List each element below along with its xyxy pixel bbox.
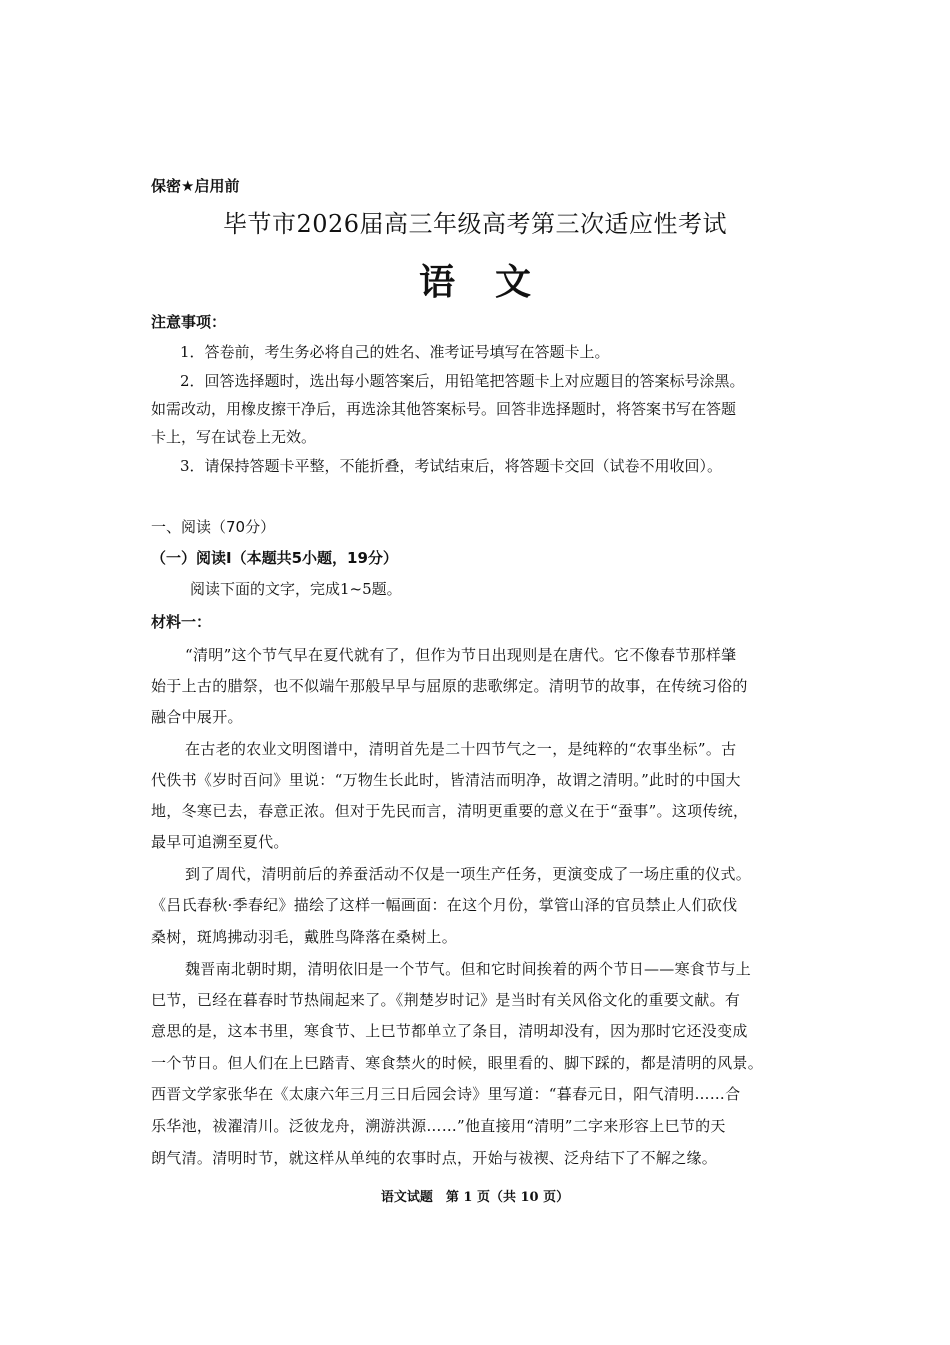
passage-line: “清明”这个节气早在夏代就有了，但作为节日出现则是在唐代。它不像春节那样肇 <box>185 646 737 664</box>
passage-line: 一个节日。但人们在上巳踏青、寒食禁火的时候，眼里看的、脚下踩的，都是清明的风景。 <box>151 1054 764 1072</box>
passage-line: 乐华池，祓濯清川。泛彼龙舟，溯游洪源……”他直接用“清明”二字来形容上巳节的天 <box>151 1117 726 1135</box>
subsection-title: （一）阅读Ⅰ（本题共5小题，19分） <box>151 549 398 567</box>
passage-line: 在古老的农业文明图谱中，清明首先是二十四节气之一，是纯粹的“农事坐标”。古 <box>185 740 737 758</box>
section-title: 一、阅读（70分） <box>151 518 276 536</box>
passage-line: 融合中展开。 <box>151 708 243 726</box>
passage-line: 西晋文学家张华在《太康六年三月三日后园会诗》里写道：“暮春元日，阳气清明……合 <box>151 1085 741 1103</box>
passage-line: 巳节，已经在暮春时节热闹起来了。《荆楚岁时记》是当时有关风俗文化的重要文献。有 <box>151 991 741 1009</box>
notice-line: 3．请保持答题卡平整，不能折叠，考试结束后，将答题卡交回（试卷不用收回）。 <box>180 457 723 475</box>
notice-line: 如需改动，用橡皮擦干净后，再选涂其他答案标号。回答非选择题时，将答案书写在答题 <box>151 400 737 418</box>
notice-line: 2．回答选择题时，选出每小题答案后，用铅笔把答题卡上对应题目的答案标号涂黑。 <box>180 372 745 390</box>
page-footer: 语文试题 第 1 页（共 10 页） <box>380 1190 570 1205</box>
passage-line: 地，冬寒已去，春意正浓。但对于先民而言，清明更重要的意义在于“蚕事”。这项传统， <box>151 802 749 820</box>
passage-line: 桑树，斑鸠拂动羽毛，戴胜鸟降落在桑树上。 <box>151 928 458 946</box>
notice-line: 1．答卷前，考生务必将自己的姓名、准考证号填写在答题卡上。 <box>180 343 610 361</box>
passage-line: 《吕氏春秋·季春纪》描绘了这样一幅画面：在这个月份，掌管山泽的官员禁止人们砍伐 <box>151 896 738 914</box>
material-label: 材料一： <box>151 613 212 631</box>
exam-title: 毕节市2026届高三年级高考第三次适应性考试 <box>222 210 728 238</box>
subject-title: 语文 <box>418 261 571 303</box>
notice-heading: 注意事项： <box>151 313 227 331</box>
confidential-label: 保密★启用前 <box>151 177 240 195</box>
passage-line: 魏晋南北朝时期，清明依旧是一个节气。但和它时间挨着的两个节日——寒食节与上 <box>185 960 752 978</box>
passage-line: 代佚书《岁时百问》里说：“万物生长此时，皆清洁而明净，故谓之清明。”此时的中国大 <box>151 771 741 789</box>
passage-line: 最早可追溯至夏代。 <box>151 833 289 851</box>
passage-line: 朗气清。清明时节，就这样从单纯的农事时点，开始与祓禊、泛舟结下了不解之缘。 <box>151 1149 718 1167</box>
passage-line: 意思的是，这本书里，寒食节、上巳节都单立了条目，清明却没有，因为那时它还没变成 <box>151 1022 748 1040</box>
passage-line: 到了周代，清明前后的养蚕活动不仅是一项生产任务，更演变成了一场庄重的仪式。 <box>185 865 752 883</box>
passage-line: 始于上古的腊祭，也不似端午那般早早与屈原的悲歌绑定。清明节的故事，在传统习俗的 <box>151 677 748 695</box>
reading-instruction: 阅读下面的文字，完成1~5题。 <box>190 580 402 598</box>
notice-line: 卡上，写在试卷上无效。 <box>151 428 317 446</box>
